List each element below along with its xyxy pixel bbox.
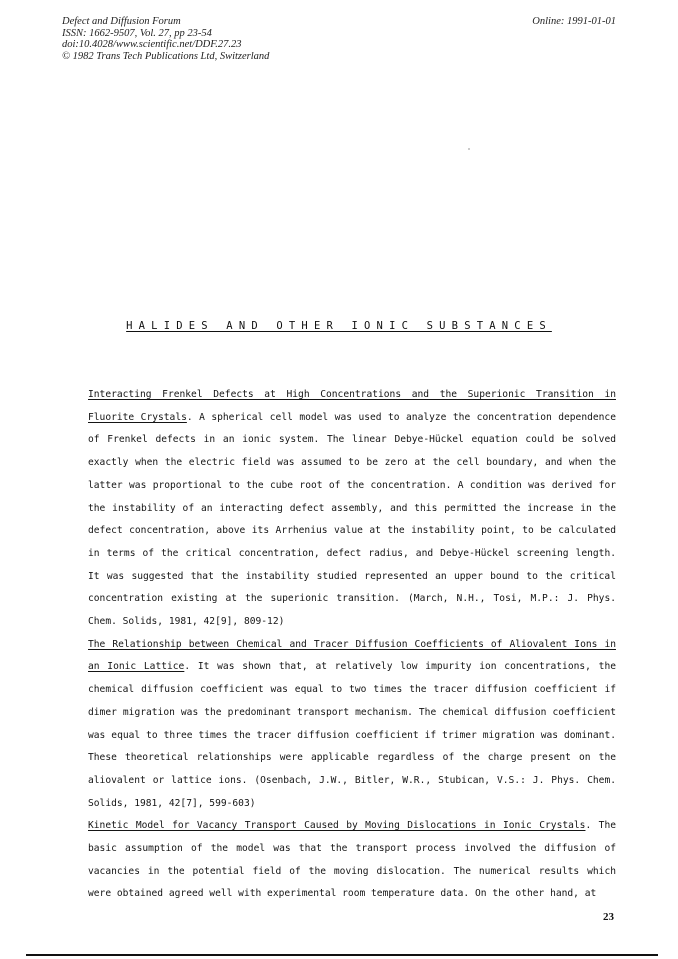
copyright-line: © 1982 Trans Tech Publications Ltd, Switzerland <box>62 50 270 62</box>
abstract-entry <box>88 815 616 906</box>
doi-line: doi:10.4028/www.scientific.net/DDF.27.23 <box>62 39 242 50</box>
bottom-rule <box>26 954 658 956</box>
issn-line: ISSN: 1662-9507, Vol. 27, pp 23-54 <box>62 27 212 39</box>
scan-speck <box>468 148 470 150</box>
page-number: 23 <box>603 911 614 923</box>
abstract-text: . A spherical cell model was used to analyze the concentration dependence of Frenkel defects in an ionic system. The linear Debye-Hückel equation could be solved exactly when the electric field was assumed to be zero at the cell boundary, and when the latter was proportional to the cube root of the concentration. A condition was derived for the instability of an interacting defect assembly, and this permitted the increase in the defect concentration, above its Arrhenius value at the instability point, to be calculated in terms of the critical concentration, defect radius, and Debye-Hückel screening length. It was suggested that the instability studied represented an upper bound to the critical concentration existing at the superionic transition. (March, N.H., Tosi, M.P.: J. Phys. Chem. Solids, 1981, 42[9], 809-12) <box>88 411 616 628</box>
abstract-entry <box>88 384 616 634</box>
journal-name: Defect and Diffusion Forum <box>62 16 181 27</box>
abstract-title: Kinetic Model for Vacancy Transport Caused by Moving Dislocations in Ionic Crystals <box>88 820 586 832</box>
abstract-text: . The basic assumption of the model was that the transport process involved the diffusion of vacancies in the potential field of the moving dislocation. The numerical results which were obtained agreed well with experimental room temperature data. On the other hand, at <box>88 820 616 900</box>
online-date: Online: 1991-01-01 <box>532 16 616 27</box>
abstract-text: . It was shown that, at relatively low impurity ion concentrations, the chemical diffusion coefficient was equal to two times the tracer diffusion coefficient if dimer migration was the predominant transport mechanism. The chemical diffusion coefficient was equal to three times the tracer diffusion coefficient if trimer migration was dominant. These theoretical relationships were applicable regardless of the charge present on the aliovalent or lattice ions. (Osenbach, J.W., Bitler, W.R., Stubican, V.S.: J. Phys. Chem. Solids, 1981, 42[7], 599-603) <box>88 661 616 809</box>
abstract-title: The Relationship between Chemical and Tracer Diffusion Coefficients of Aliovalent Ions in an Ionic Lattice <box>88 638 616 673</box>
abstract-title: Interacting Frenkel Defects at High Concentrations and the Superionic Transition in Fluorite Crystals <box>88 389 616 423</box>
abstracts-body <box>88 384 616 906</box>
section-title <box>0 320 678 332</box>
section-title-text: HALIDES AND OTHER IONIC SUBSTANCES <box>126 320 552 332</box>
abstract-entry <box>88 634 616 816</box>
journal-header <box>62 16 269 62</box>
